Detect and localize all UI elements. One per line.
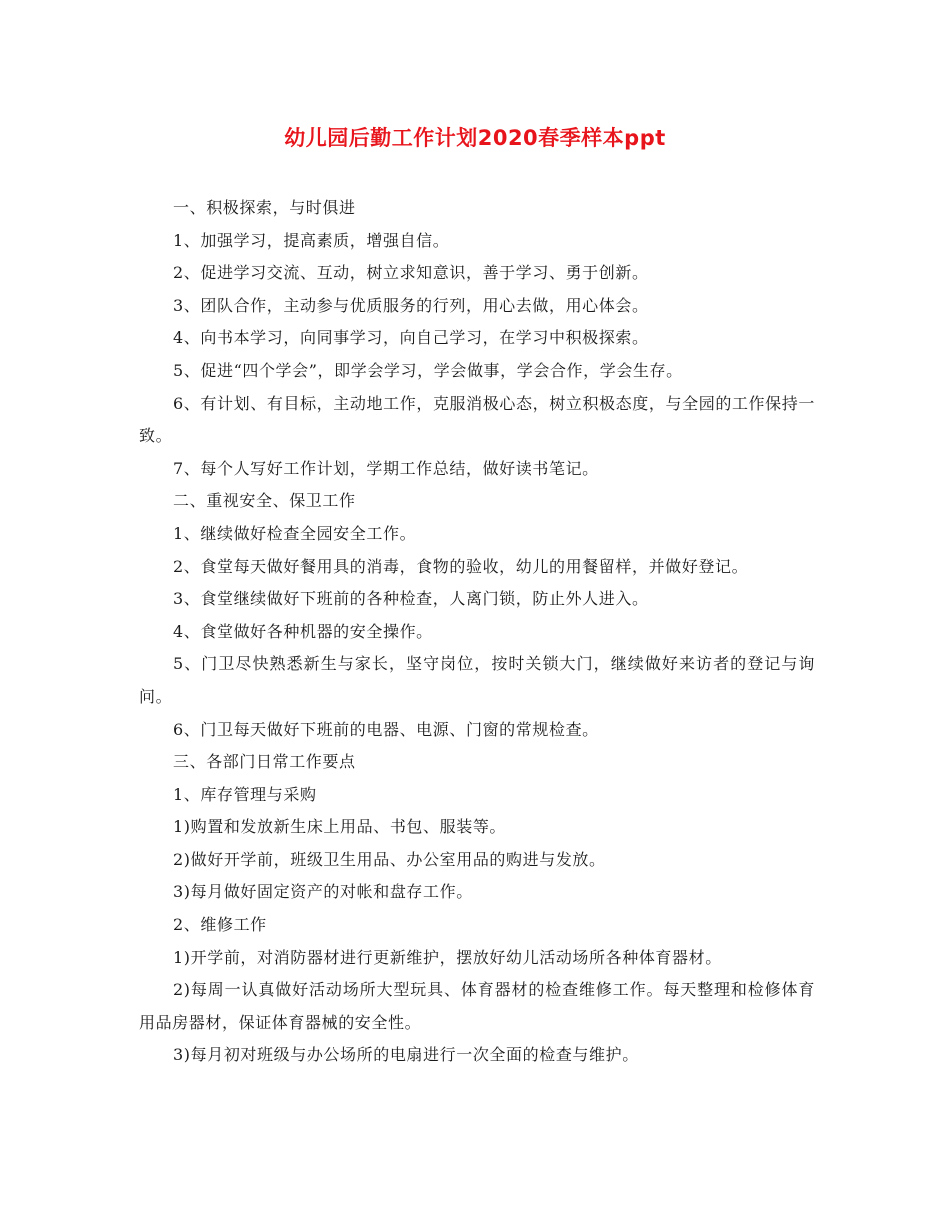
paragraph: 2、维修工作	[173, 915, 267, 935]
paragraph: 4、向书本学习，向同事学习，向自己学习，在学习中积极探索。	[173, 328, 649, 348]
paragraph: 1)开学前，对消防器材进行更新维护，摆放好幼儿活动场所各种体育器材。	[173, 947, 722, 967]
paragraph: 6、有计划、有目标，主动地工作，克服消极心态，树立积极态度，与全园的工作保持一致。	[139, 393, 815, 446]
paragraph: 1、继续做好检查全园安全工作。	[173, 523, 417, 543]
paragraph: 1、加强学习，提高素质，增强自信。	[173, 230, 450, 250]
document-title: 幼儿园后勤工作计划2020春季样本ppt	[284, 126, 666, 150]
paragraph: 5、促进“四个学会”，即学会学习，学会做事，学会合作，学会生存。	[173, 360, 683, 380]
paragraph: 4、食堂做好各种机器的安全操作。	[173, 621, 433, 641]
paragraph: 3、团队合作，主动参与优质服务的行列，用心去做，用心体会。	[173, 295, 649, 315]
paragraph: 3、食堂继续做好下班前的各种检查，人离门锁，防止外人进入。	[173, 589, 649, 609]
paragraph: 2、促进学习交流、互动，树立求知意识，善于学习、勇于创新。	[173, 263, 649, 283]
paragraph: 2)做好开学前，班级卫生用品、办公室用品的购进与发放。	[173, 849, 606, 869]
paragraph: 3)每月做好固定资产的对帐和盘存工作。	[173, 882, 473, 902]
paragraph: 一、积极探索，与时俱进	[173, 198, 356, 217]
paragraph: 2、食堂每天做好餐用具的消毒，食物的验收，幼儿的用餐留样，并做好登记。	[173, 556, 749, 576]
paragraph: 1)购置和发放新生床上用品、书包、服装等。	[173, 817, 507, 837]
paragraph: 5、门卫尽快熟悉新生与家长，坚守岗位，按时关锁大门，继续做好来访者的登记与询问。	[139, 654, 815, 706]
paragraph: 2)每周一认真做好活动场所大型玩具、体育器材的检查维修工作。每天整理和检修体育用品房器材，保证体育器械的安全性。	[139, 980, 815, 1032]
paragraph: 3)每月初对班级与办公场所的电扇进行一次全面的检查与维护。	[173, 1045, 639, 1065]
paragraph: 二、重视安全、保卫工作	[173, 491, 356, 511]
paragraph: 6、门卫每天做好下班前的电器、电源、门窗的常规检查。	[173, 719, 599, 739]
paragraph: 1、库存管理与采购	[173, 784, 317, 804]
paragraph: 三、各部门日常工作要点	[173, 752, 356, 772]
document-body	[139, 192, 815, 1072]
paragraph: 7、每个人写好工作计划，学期工作总结，做好读书笔记。	[173, 458, 599, 478]
